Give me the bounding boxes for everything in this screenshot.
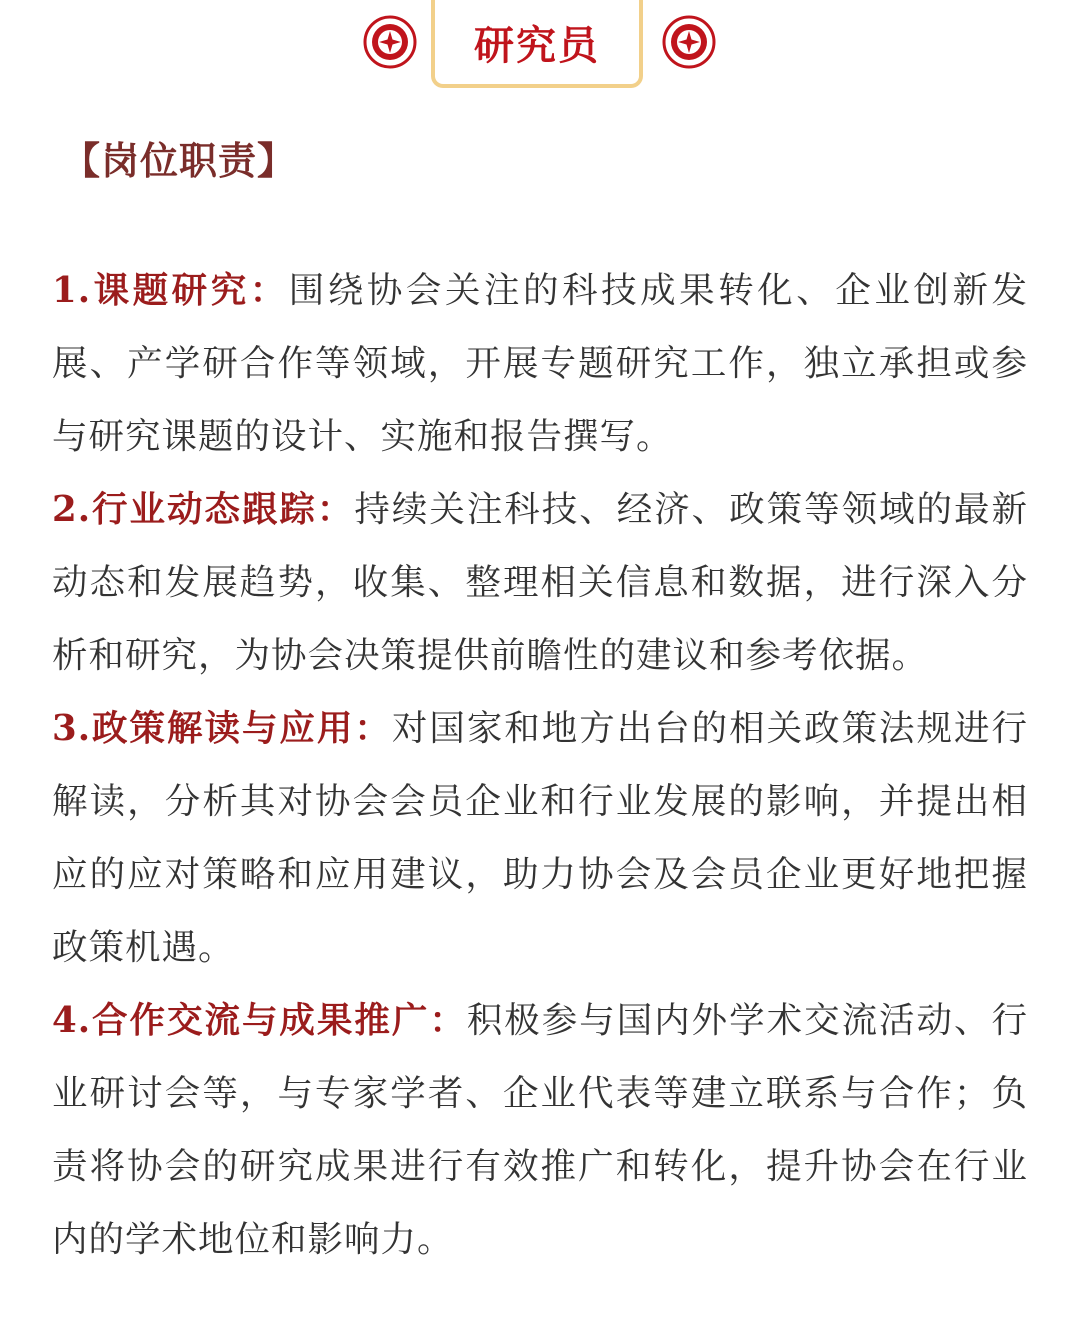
duty-item xyxy=(52,473,1028,692)
duty-item-text: 积极参与国内外学术交流活动、行业研讨会等，与专家学者、企业代表等建立联系与合作；负责将协会的研究成果进行有效推广和转化，提升协会在行业内的学术地位和影响力。 xyxy=(52,1000,1028,1260)
page-title: 研究员 xyxy=(474,22,600,69)
duties-list xyxy=(52,254,1028,1276)
section-heading: 【岗位职责】 xyxy=(62,139,297,183)
duty-item xyxy=(52,254,1028,473)
duty-item-text: 持续关注科技、经济、政策等领域的最新动态和发展趋势，收集、整理相关信息和数据，进行深入分析和研究，为协会决策提供前瞻性的建议和参考依据。 xyxy=(52,489,1028,676)
title-box xyxy=(431,0,643,88)
duty-item-text: 对国家和地方出台的相关政策法规进行解读，分析其对协会会员企业和行业发展的影响，并提出相应的应对策略和应用建议，助力协会及会员企业更好地把握政策机遇。 xyxy=(52,708,1028,968)
star-emblem-icon xyxy=(363,15,417,69)
star-emblem-icon xyxy=(662,15,716,69)
duty-item-title: 3.政策解读与应用： xyxy=(52,708,392,749)
duty-item xyxy=(52,984,1028,1276)
duty-item-title: 2.行业动态跟踪： xyxy=(52,489,355,530)
duty-item xyxy=(52,692,1028,984)
duty-item-title: 1.课题研究： xyxy=(52,270,289,311)
header xyxy=(0,0,1080,100)
duty-item-title: 4.合作交流与成果推广： xyxy=(52,1000,467,1041)
duty-item-text: 围绕协会关注的科技成果转化、企业创新发展、产学研合作等领域，开展专题研究工作，独立承担或参与研究课题的设计、实施和报告撰写。 xyxy=(52,270,1028,457)
